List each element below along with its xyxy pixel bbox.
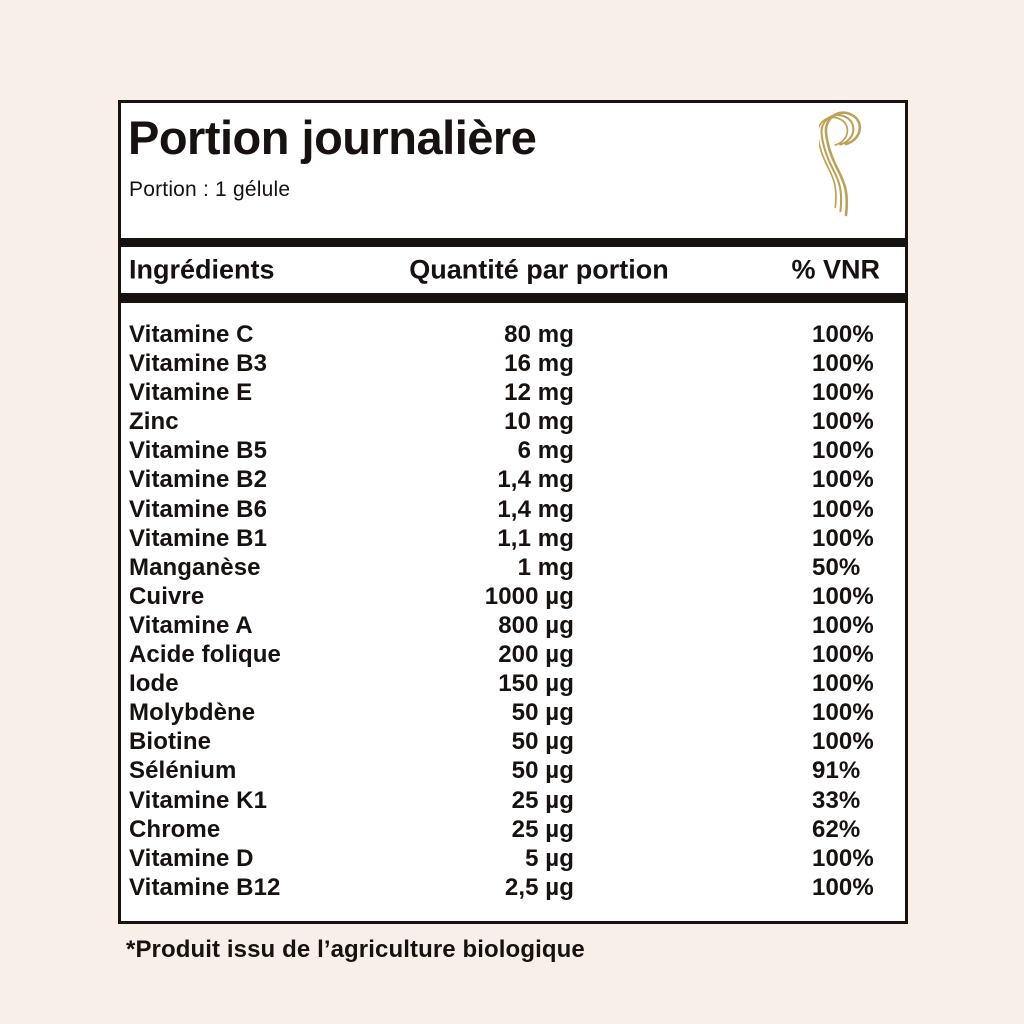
table-row (121, 698, 905, 727)
ingredient-vnr-percent: 100% (812, 641, 874, 669)
ingredient-vnr-percent: 33% (812, 786, 861, 814)
table-row (121, 873, 905, 902)
ingredient-name: Zinc (129, 408, 179, 436)
ingredient-vnr-percent: 100% (812, 728, 874, 756)
ingredient-quantity: 1,4 mg (497, 495, 574, 523)
ingredient-vnr-percent: 100% (812, 437, 874, 465)
ingredient-quantity: 16 mg (504, 350, 574, 378)
table-row (121, 349, 905, 378)
ingredient-name: Sélénium (129, 757, 237, 785)
ingredient-quantity: 1,1 mg (497, 524, 574, 552)
table-row (121, 407, 905, 436)
ingredient-vnr-percent: 100% (812, 466, 874, 494)
table-row (121, 844, 905, 873)
column-header-ingredients: Ingrédients (129, 254, 275, 285)
ingredient-quantity: 2,5 µg (504, 873, 574, 901)
table-row (121, 436, 905, 465)
table-row (121, 669, 905, 698)
table-row (121, 465, 905, 494)
ingredient-quantity: 10 mg (504, 408, 574, 436)
table-row (121, 815, 905, 844)
ingredient-name: Iode (129, 670, 179, 698)
ingredient-quantity: 1 mg (517, 553, 574, 581)
ingredient-name: Acide folique (129, 641, 281, 669)
divider-bar-bottom (121, 293, 905, 303)
table-row (121, 786, 905, 815)
ingredient-vnr-percent: 100% (812, 408, 874, 436)
column-header-quantity: Quantité par portion (409, 254, 669, 285)
table-row (121, 727, 905, 756)
serving-size-text: Portion : 1 gélule (129, 177, 291, 201)
ingredient-vnr-percent: 100% (812, 495, 874, 523)
ingredient-name: Vitamine C (129, 321, 254, 348)
ingredient-name: Vitamine B3 (129, 350, 268, 378)
ingredient-name: Vitamine B2 (129, 466, 268, 494)
ingredient-name: Vitamine B6 (129, 495, 268, 523)
column-header-vnr: % VNR (791, 254, 880, 285)
ingredient-quantity: 80 mg (504, 321, 574, 348)
ingredient-quantity: 25 µg (511, 815, 574, 843)
ingredient-name: Chrome (129, 815, 221, 843)
ingredient-vnr-percent: 50% (812, 553, 861, 581)
ingredient-quantity: 6 mg (517, 437, 574, 465)
ingredient-vnr-percent: 100% (812, 670, 874, 698)
ingredient-name: Vitamine B12 (129, 873, 281, 901)
ingredient-quantity: 50 µg (511, 728, 574, 756)
card-header (121, 103, 905, 238)
ingredient-vnr-percent: 100% (812, 350, 874, 378)
table-row (121, 553, 905, 582)
ingredient-vnr-percent: 100% (812, 379, 874, 407)
ingredient-name: Vitamine B5 (129, 437, 268, 465)
ingredient-quantity: 50 µg (511, 757, 574, 785)
ingredient-name: Cuivre (129, 582, 205, 610)
nutrition-facts-card (118, 100, 908, 924)
ingredient-quantity: 50 µg (511, 699, 574, 727)
table-row (121, 756, 905, 785)
organic-footnote: *Produit issu de l’agriculture biologique (126, 936, 585, 963)
table-row (121, 524, 905, 553)
ingredient-quantity: 800 µg (498, 611, 574, 639)
ingredient-vnr-percent: 100% (812, 524, 874, 552)
ingredient-name: Vitamine K1 (129, 786, 268, 814)
table-row (121, 611, 905, 640)
table-row (121, 495, 905, 524)
ingredient-quantity: 5 µg (525, 844, 574, 872)
gold-swirl-logo-icon (819, 110, 865, 218)
ingredient-vnr-percent: 62% (812, 815, 861, 843)
ingredient-vnr-percent: 91% (812, 757, 861, 785)
table-row (121, 378, 905, 407)
ingredient-vnr-percent: 100% (812, 321, 874, 348)
ingredient-name: Biotine (129, 728, 212, 756)
ingredient-quantity: 12 mg (504, 379, 574, 407)
ingredient-name: Vitamine E (129, 379, 253, 407)
ingredient-vnr-percent: 100% (812, 844, 874, 872)
page-title: Portion journalière (128, 111, 537, 164)
ingredient-name: Vitamine A (129, 611, 253, 639)
ingredient-quantity: 200 µg (498, 641, 574, 669)
table-row (121, 320, 905, 349)
ingredient-vnr-percent: 100% (812, 582, 874, 610)
table-row (121, 582, 905, 611)
ingredient-name: Manganèse (129, 553, 261, 581)
ingredient-vnr-percent: 100% (812, 611, 874, 639)
ingredient-vnr-percent: 100% (812, 873, 874, 901)
ingredient-name: Molybdène (129, 699, 256, 727)
ingredient-quantity: 1000 µg (484, 582, 574, 610)
table-row (121, 640, 905, 669)
ingredient-name: Vitamine B1 (129, 524, 268, 552)
ingredient-name: Vitamine D (129, 844, 254, 872)
ingredient-quantity: 25 µg (511, 786, 574, 814)
ingredient-vnr-percent: 100% (812, 699, 874, 727)
ingredient-quantity: 1,4 mg (497, 466, 574, 494)
ingredient-quantity: 150 µg (498, 670, 574, 698)
divider-bar-top (121, 238, 905, 247)
table-header-row (121, 247, 905, 293)
ingredient-table (121, 303, 905, 902)
